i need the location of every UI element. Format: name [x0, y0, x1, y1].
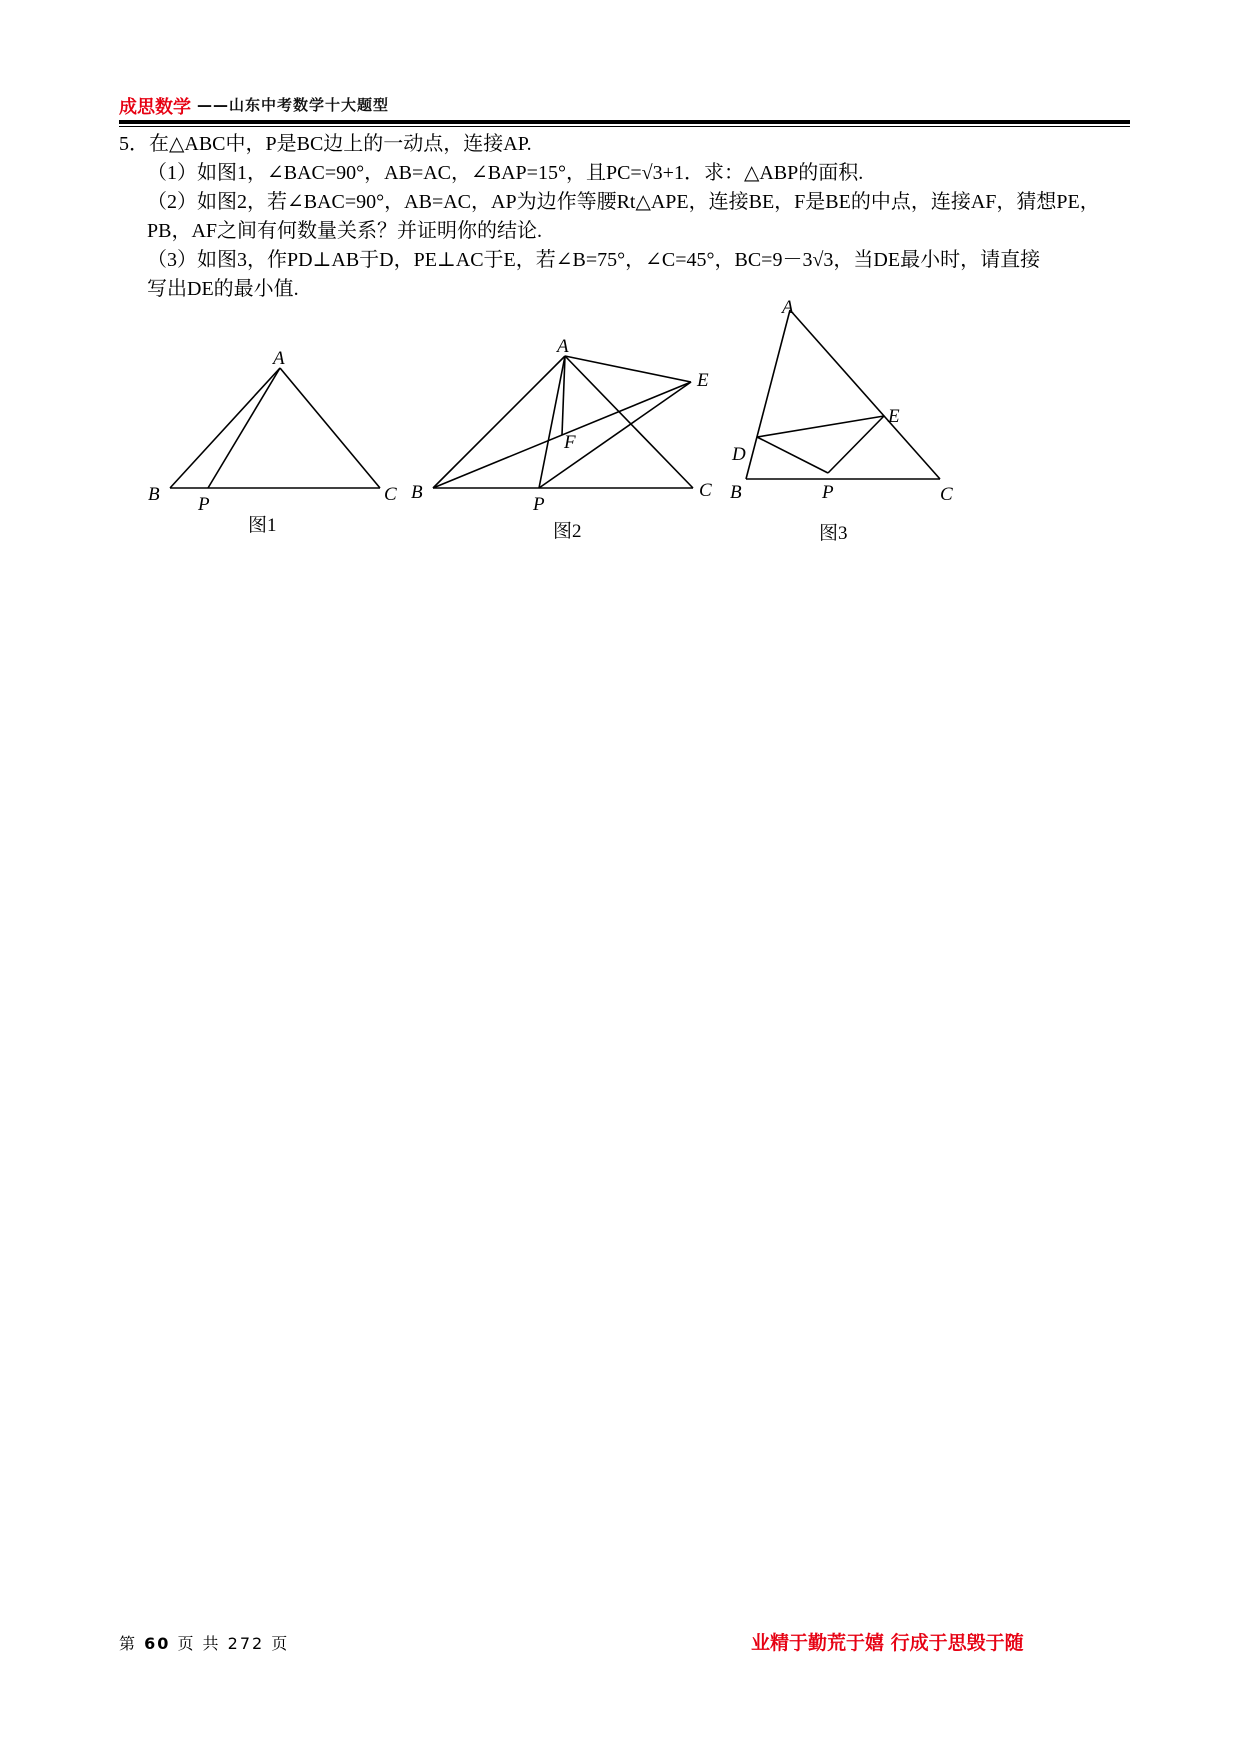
header-subtitle: ——山东中考数学十大题型	[197, 96, 390, 114]
fig3-segment-ac	[790, 310, 940, 479]
question-part3-line2: 写出DE的最小值.	[147, 278, 299, 300]
fig3-label-e: E	[888, 406, 900, 427]
fig2-segment-ae	[565, 356, 691, 382]
fig3-segment-ab	[746, 310, 790, 479]
figure-2	[405, 330, 725, 534]
fig1-label-b: B	[148, 484, 160, 505]
page-number: 60	[144, 1634, 171, 1653]
fig1-label-c: C	[384, 484, 397, 505]
fig3-label-d: D	[732, 444, 746, 465]
brand-name: 成思数学	[119, 97, 191, 118]
header-rule-thick	[119, 120, 1130, 124]
fig3-label-c: C	[940, 484, 953, 505]
figure-2-diagram	[405, 330, 725, 530]
fig3-label-b: B	[730, 482, 742, 503]
fig2-segment-ap	[539, 356, 565, 488]
question-part2-line1: （2）如图2，若∠BAC=90°，AB=AC，AP为边作等腰Rt△APE，连接BE，F是BE的中点，连接AF，猜想PE，	[147, 191, 1100, 213]
fig3-label-p: P	[822, 482, 834, 503]
fig1-segment-ab	[170, 368, 280, 488]
question-part2-line2: PB，AF之间有何数量关系？并证明你的结论.	[147, 220, 543, 242]
page-prefix: 第	[119, 1634, 138, 1653]
footer-motto: 业精于勤荒于嬉 行成于思毁于随	[751, 1632, 1024, 1654]
header-rule-thin	[119, 126, 1130, 127]
page-mid: 页 共	[177, 1634, 221, 1653]
fig3-label-a: A	[782, 297, 794, 318]
fig2-label-a: A	[557, 336, 569, 357]
question-stem: 5．在△ABC中，P是BC边上的一动点，连接AP.	[119, 133, 532, 155]
fig2-label-f: F	[564, 432, 576, 453]
fig2-label-p: P	[533, 494, 545, 515]
question-part1: （1）如图1，∠BAC=90°，AB=AC，∠BAP=15°，且PC=√3+1．求：△ABP的面积.	[147, 162, 864, 184]
figure-1	[140, 340, 420, 544]
fig2-segment-ab	[433, 356, 565, 488]
figure-3-caption: 图3	[819, 523, 848, 544]
page-suffix: 页	[271, 1634, 290, 1653]
fig1-segment-ac	[280, 368, 380, 488]
figure-2-caption: 图2	[553, 521, 582, 542]
fig1-segment-ap	[208, 368, 280, 488]
fig3-segment-pd	[757, 437, 828, 473]
fig1-label-a: A	[273, 348, 285, 369]
fig2-label-b: B	[411, 482, 423, 503]
question-block	[119, 130, 1131, 304]
question-part3-line1: （3）如图3，作PD⊥AB于D，PE⊥AC于E，若∠B=75°，∠C=45°，BC=9－3√3，当DE最小时，请直接	[147, 249, 1041, 271]
fig1-label-p: P	[198, 494, 210, 515]
figure-3-diagram	[720, 297, 960, 520]
fig2-segment-ac	[565, 356, 693, 488]
page-total: 272	[227, 1634, 265, 1653]
fig2-label-c: C	[699, 480, 712, 501]
fig3-segment-de	[757, 416, 884, 437]
figure-1-diagram	[140, 340, 420, 540]
page-counter	[119, 1631, 289, 1654]
figure-3	[720, 297, 960, 524]
figure-1-caption: 图1	[248, 515, 277, 536]
fig2-label-e: E	[697, 370, 709, 391]
